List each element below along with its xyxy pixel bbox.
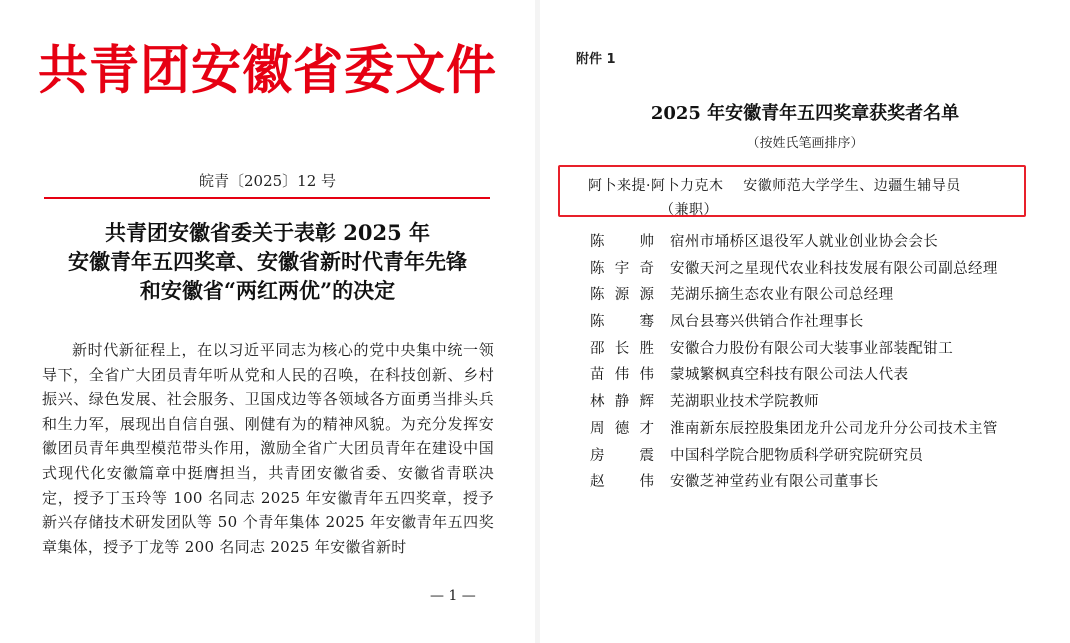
award-list-subtitle: （按姓氏笔画排序） bbox=[746, 136, 864, 151]
awardee-unit: 安徽芝神堂药业有限公司董事长 bbox=[670, 474, 879, 491]
document-title-line: 共青团安徽省委关于表彰 2025 年 bbox=[104, 220, 431, 245]
highlighted-awardee-entry bbox=[588, 174, 1028, 222]
awardee-name: 林静辉 bbox=[590, 394, 654, 411]
awardee-unit: 中国科学院合肥物质科学研究院研究员 bbox=[670, 447, 924, 464]
awardee-unit: 淮南新东辰控股集团龙升公司龙升分公司技术主管 bbox=[670, 420, 998, 437]
awardee-unit: 芜湖职业技术学院教师 bbox=[670, 394, 819, 411]
document-title-line: 安徽青年五四奖章、安徽省新时代青年先锋 bbox=[68, 249, 467, 274]
awardee-name: 房 震 bbox=[590, 447, 654, 464]
document-title bbox=[30, 218, 505, 305]
awardee-unit: 蒙城繁枫真空科技有限公司法人代表 bbox=[670, 367, 909, 384]
awardee-unit: 安徽天河之星现代农业科技发展有限公司副总经理 bbox=[670, 260, 998, 277]
document-number: 皖青〔2025〕12 号 bbox=[198, 172, 337, 190]
awardee-row bbox=[590, 443, 1050, 470]
award-list-title: 2025 年安徽青年五四奖章获奖者名单 bbox=[650, 103, 960, 124]
awardee-name: 邵长胜 bbox=[590, 340, 654, 357]
awardee-unit: 安徽师范大学学生、边疆生辅导员 bbox=[743, 178, 961, 194]
awardee-row bbox=[590, 362, 1050, 389]
awardee-row bbox=[590, 416, 1050, 443]
awardee-unit: 宿州市埇桥区退役军人就业创业协会会长 bbox=[670, 234, 939, 250]
awardee-name: 赵 伟 bbox=[590, 474, 654, 491]
awardee-unit: 凤台县骞兴供销合作社理事长 bbox=[670, 314, 864, 331]
awardee-row bbox=[590, 282, 1050, 309]
awardee-name: 陈 骞 bbox=[590, 314, 654, 331]
page-number: — 1 — bbox=[430, 588, 476, 604]
awardee-name: 阿卜来提·阿卜力克木 bbox=[588, 178, 724, 194]
awardee-name: 陈宇奇 bbox=[590, 260, 654, 277]
document-red-header: 共青团安徽省委文件 bbox=[38, 39, 497, 101]
attachment-label: 附件 1 bbox=[576, 52, 616, 67]
awardee-name: 苗伟伟 bbox=[590, 367, 654, 384]
document-body-paragraph: 新时代新征程上，在以习近平同志为核心的党中央集中统一领导下，全省广大团员青年听从党和人民的召唤，在科技创新、乡村振兴、绿色发展、社会服务、卫国戍边等各领域各方面勇当排头兵和生力军，展现出自信自强、刚健有为的精神风貌。为充分发挥安徽团员青年典型模范带头作用，激励全省广大团员青年在建设中国式现代化安徽篇章中挺膺担当，共青团安徽省委、安徽省青联决定，授予丁玉玲等 100 名同志 2025 年安徽青年五四奖章，授予新兴存储技术研发团队等 50 个青年集体 2025 年安徽青年五四奖章集体，授予丁龙等 200 名同志 2025 年安徽省新时 bbox=[42, 341, 494, 556]
right-attachment-page bbox=[540, 0, 1070, 643]
document-title-line: 和安徽省“两红两优”的决定 bbox=[139, 278, 396, 303]
red-divider-line bbox=[44, 197, 490, 199]
awardee-row bbox=[590, 389, 1050, 416]
awardee-row bbox=[590, 336, 1050, 363]
awardee-row bbox=[590, 309, 1050, 336]
awardee-row bbox=[590, 229, 1050, 256]
awardee-name: 陈源源 bbox=[590, 287, 654, 304]
awardee-unit: 芜湖乐摘生态农业有限公司总经理 bbox=[670, 287, 894, 304]
awardee-row bbox=[590, 256, 1050, 283]
awardee-name: 周德才 bbox=[590, 420, 654, 437]
awardee-row bbox=[590, 469, 1050, 496]
awardee-name: 陈 帅 bbox=[590, 234, 654, 250]
awardee-unit: 安徽合力股份有限公司大装事业部装配钳工 bbox=[670, 340, 954, 357]
awardee-unit-continuation: （兼职） bbox=[660, 202, 718, 218]
awardee-list bbox=[590, 229, 1050, 496]
